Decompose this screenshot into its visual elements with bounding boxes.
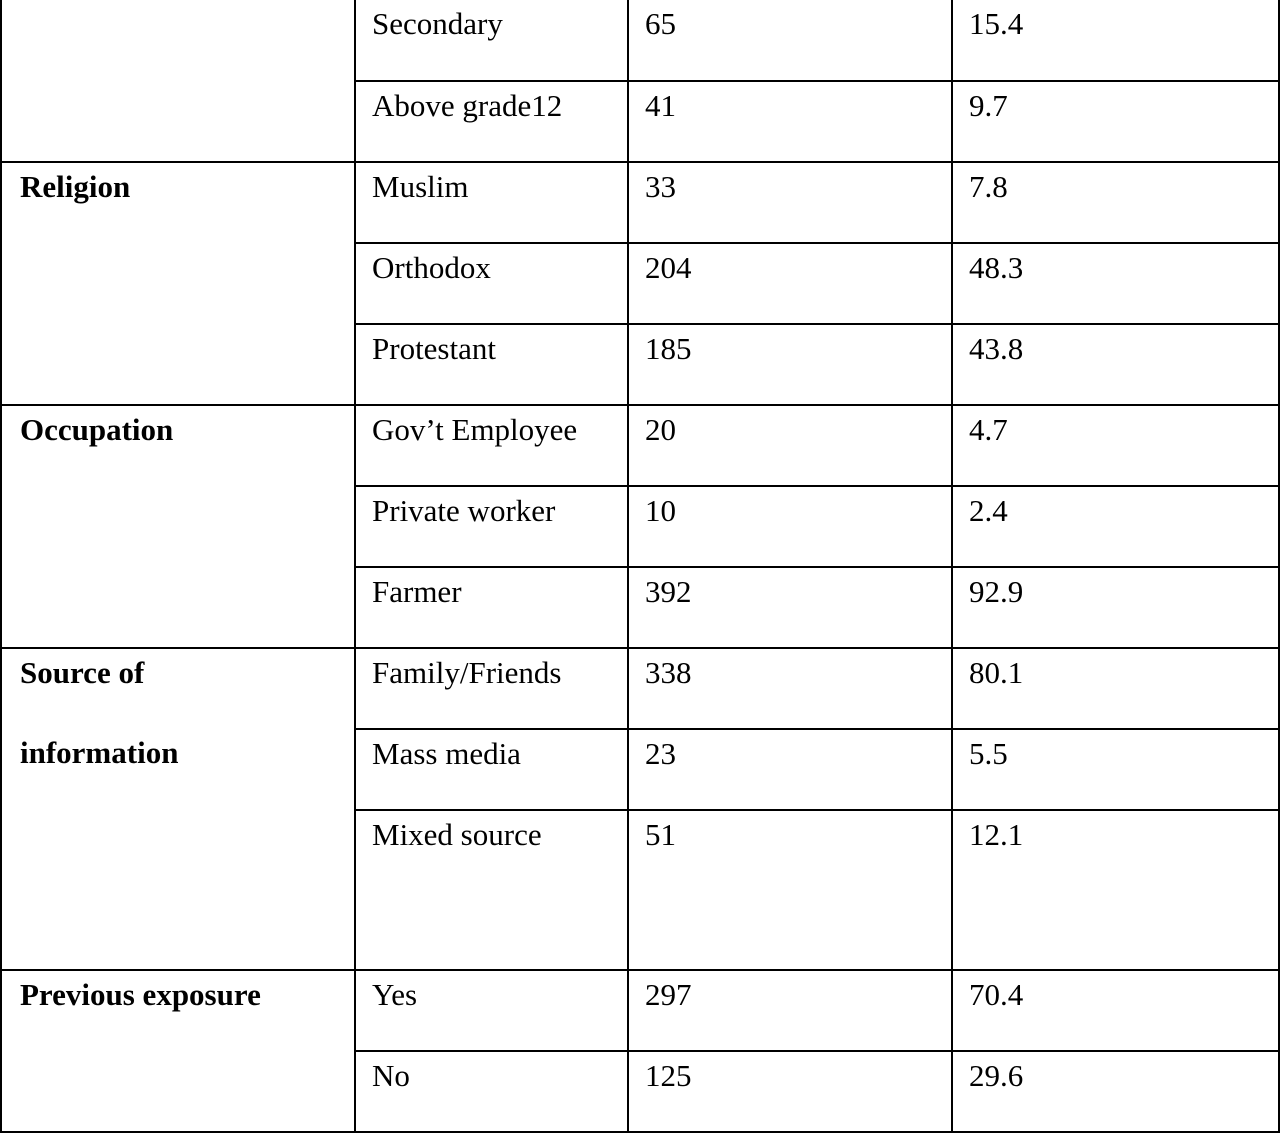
row-label: Farmer	[355, 567, 628, 648]
category-cell-source-of-information	[1, 648, 355, 970]
row-count: 10	[628, 486, 952, 567]
row-label: Muslim	[355, 162, 628, 243]
row-percent: 70.4	[952, 970, 1279, 1051]
row-percent: 12.1	[952, 810, 1279, 970]
row-percent: 48.3	[952, 243, 1279, 324]
row-count: 392	[628, 567, 952, 648]
row-label: Secondary	[355, 0, 628, 81]
category-label-line-2: information	[20, 735, 179, 770]
row-count: 51	[628, 810, 952, 970]
row-percent: 7.8	[952, 162, 1279, 243]
row-percent: 5.5	[952, 729, 1279, 810]
row-percent: 92.9	[952, 567, 1279, 648]
row-percent: 29.6	[952, 1051, 1279, 1132]
category-label-line-1: Source of	[20, 655, 145, 690]
row-label: Above grade12	[355, 81, 628, 162]
table-row	[1, 405, 1279, 486]
table-row	[1, 648, 1279, 729]
row-label: Orthodox	[355, 243, 628, 324]
row-count: 20	[628, 405, 952, 486]
category-cell-religion: Religion	[1, 162, 355, 405]
row-percent: 4.7	[952, 405, 1279, 486]
row-count: 204	[628, 243, 952, 324]
row-label: Private worker	[355, 486, 628, 567]
row-label: Yes	[355, 970, 628, 1051]
row-count: 33	[628, 162, 952, 243]
row-percent: 2.4	[952, 486, 1279, 567]
category-cell-previous-exposure: Previous exposure	[1, 970, 355, 1132]
row-label: Mass media	[355, 729, 628, 810]
row-percent: 15.4	[952, 0, 1279, 81]
category-cell-occupation: Occupation	[1, 405, 355, 648]
row-percent: 43.8	[952, 324, 1279, 405]
row-count: 297	[628, 970, 952, 1051]
row-label: No	[355, 1051, 628, 1132]
table-row	[1, 970, 1279, 1051]
table-row	[1, 162, 1279, 243]
row-percent: 9.7	[952, 81, 1279, 162]
table-row	[1, 0, 1279, 81]
row-count: 125	[628, 1051, 952, 1132]
row-count: 65	[628, 0, 952, 81]
row-label: Gov’t Employee	[355, 405, 628, 486]
row-count: 41	[628, 81, 952, 162]
row-percent: 80.1	[952, 648, 1279, 729]
category-cell-education	[1, 0, 355, 162]
row-label: Mixed source	[355, 810, 628, 970]
row-label: Protestant	[355, 324, 628, 405]
row-count: 185	[628, 324, 952, 405]
row-label: Family/Friends	[355, 648, 628, 729]
row-count: 23	[628, 729, 952, 810]
row-count: 338	[628, 648, 952, 729]
